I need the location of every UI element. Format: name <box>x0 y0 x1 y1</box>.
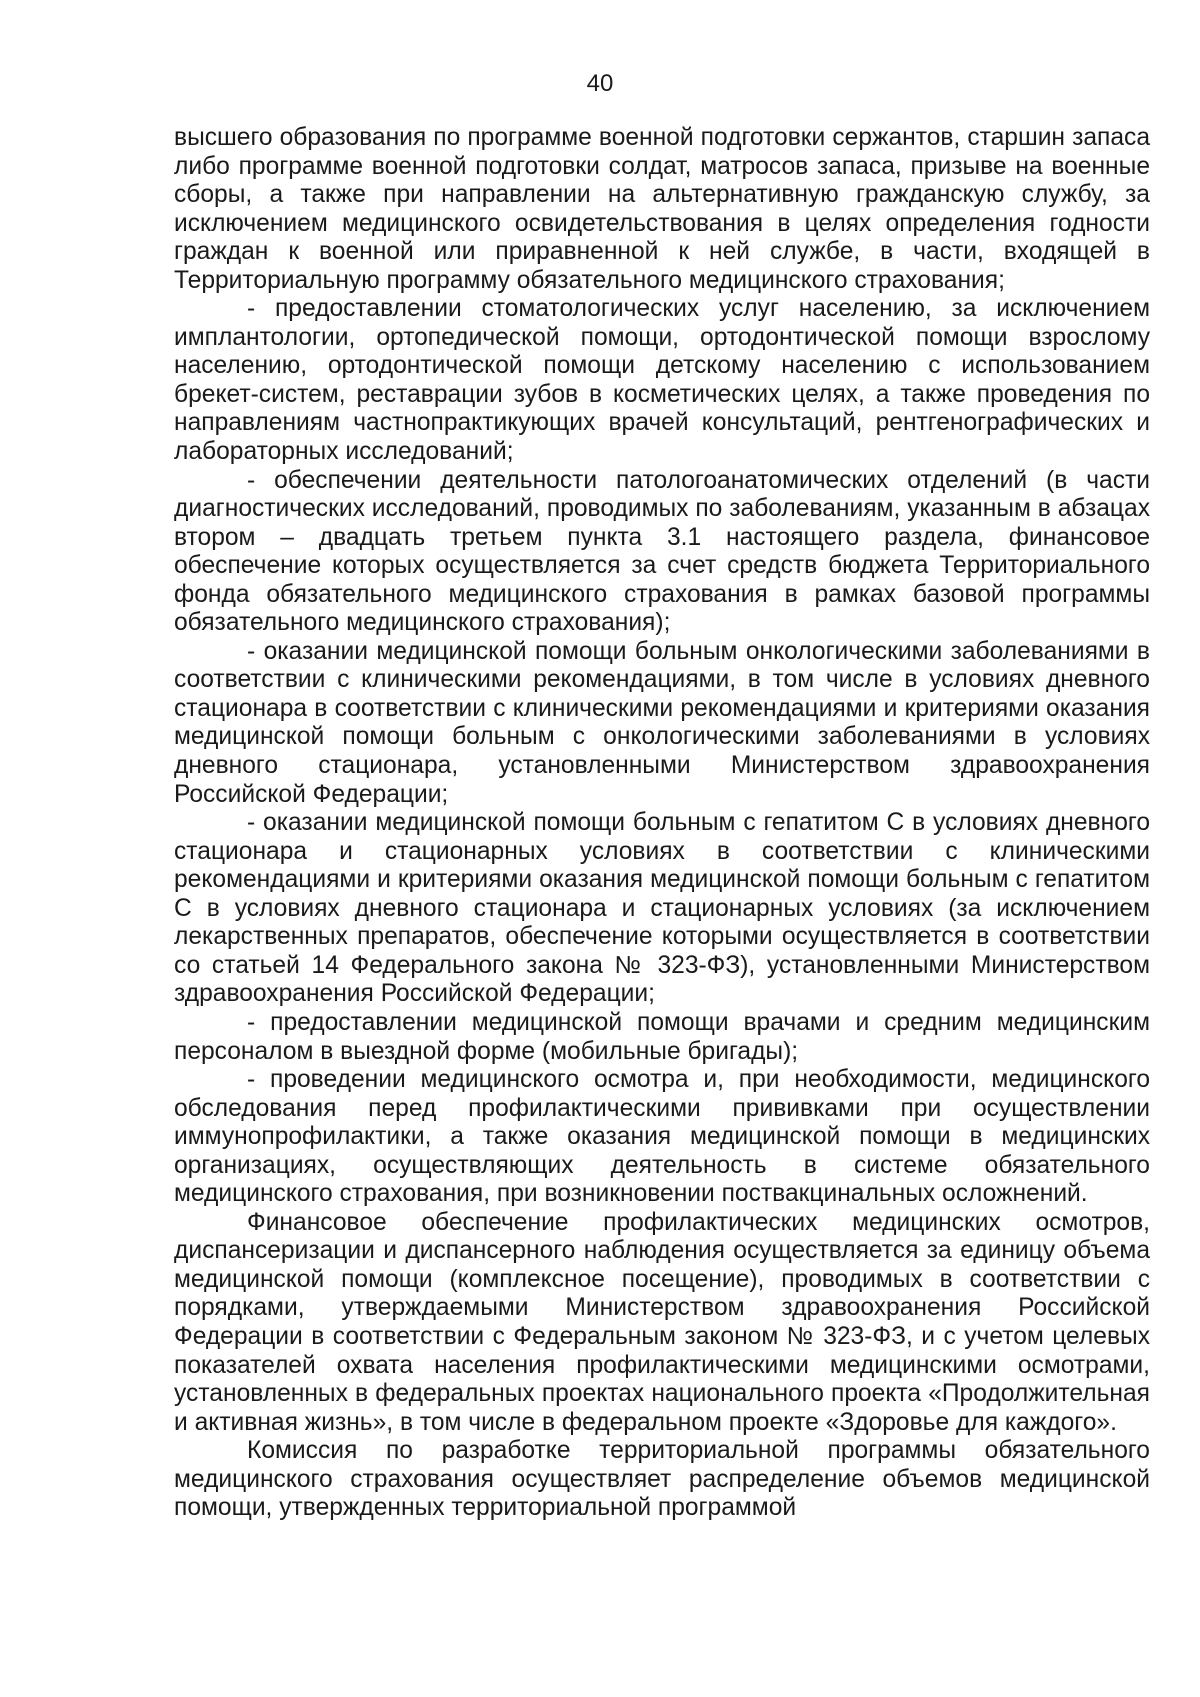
paragraph-oncology-care: - оказании медицинской помощи больным онкологическими заболеваниями в соответствии с клиническими рекомендациями, в том числе в условиях дневного стационара в соответствии с клиническими рекомендациями и критериями оказания медицинской помощи больным с онкологическими заболеваниями в условиях дневного стационара, установленными Министерством здравоохранения Российской Федерации; <box>174 637 1150 808</box>
paragraph-vaccination-exam: - проведении медицинского осмотра и, при необходимости, медицинского обследования перед профилактическими прививками при осуществлении иммунопрофилактики, а также оказания медицинской помощи в медицинских организациях, осуществляющих деятельность в системе обязательного медицинского страхования, при возникновении поствакцинальных осложнений. <box>174 1066 1150 1208</box>
paragraph-commission: Комиссия по разработке территориальной программы обязательного медицинского страхования осуществляет распределение объемов медицинской помощи, утвержденных территориальной программой <box>174 1437 1150 1522</box>
paragraph-hepatitis-c-care: - оказании медицинской помощи больным с гепатитом С в условиях дневного стационара и стационарных условиях в соответствии с клиническими рекомендациями и критериями оказания медицинской помощи больным с гепатитом С в условиях дневного стационара и стационарных условиях (за исключением лекарственных препаратов, обеспечение которыми осуществляется в соответствии со статьей 14 Федерального закона № 323-ФЗ), установленными Министерством здравоохранения Российской Федерации; <box>174 809 1150 1008</box>
document-body <box>174 124 1150 1523</box>
paragraph-continued: высшего образования по программе военной подготовки сержантов, старшин запаса либо программе военной подготовки солдат, матросов запаса, призыве на военные сборы, а также при направлении на альтернативную гражданскую службу, за исключением медицинского освидетельствования в целях определения годности граждан к военной или приравненной к ней службе, в части, входящей в Территориальную программу обязательного медицинского страхования; <box>174 124 1150 294</box>
page-number: 40 <box>586 70 614 97</box>
paragraph-mobile-teams: - предоставлении медицинской помощи врачами и средним медицинским персоналом в выездной форме (мобильные бригады); <box>174 1008 1150 1065</box>
paragraph-preventive-exams-funding: Финансовое обеспечение профилактических медицинских осмотров, диспансеризации и диспансерного наблюдения осуществляется за единицу объема медицинской помощи (комплексное посещение), проводимых в соответствии с порядками, утверждаемыми Министерством здравоохранения Российской Федерации в соответствии с Федеральным законом № 323-ФЗ, и с учетом целевых показателей охвата населения профилактическими медицинскими осмотрами, установленных в федеральных проектах национального проекта «Продолжительная и активная жизнь», в том числе в федеральном проекте «Здоровье для каждого». <box>174 1208 1150 1436</box>
paragraph-pathology-departments: - обеспечении деятельности патологоанатомических отделений (в части диагностических исследований, проводимых по заболеваниям, указанным в абзацах втором – двадцать третьем пункта 3.1 настоящего раздела, финансовое обеспечение которых осуществляется за счет средств бюджета Территориального фонда обязательного медицинского страхования в рамках базовой программы обязательного медицинского страхования); <box>174 466 1150 637</box>
paragraph-dental-services: - предоставлении стоматологических услуг населению, за исключением имплантологии, ортопедической помощи, ортодонтической помощи взрослому населению, ортодонтической помощи детскому населению с использованием брекет-систем, реставрации зубов в косметических целях, а также проведения по направлениям частнопрактикующих врачей консультаций, рентгенографических и лабораторных исследований; <box>174 295 1150 466</box>
